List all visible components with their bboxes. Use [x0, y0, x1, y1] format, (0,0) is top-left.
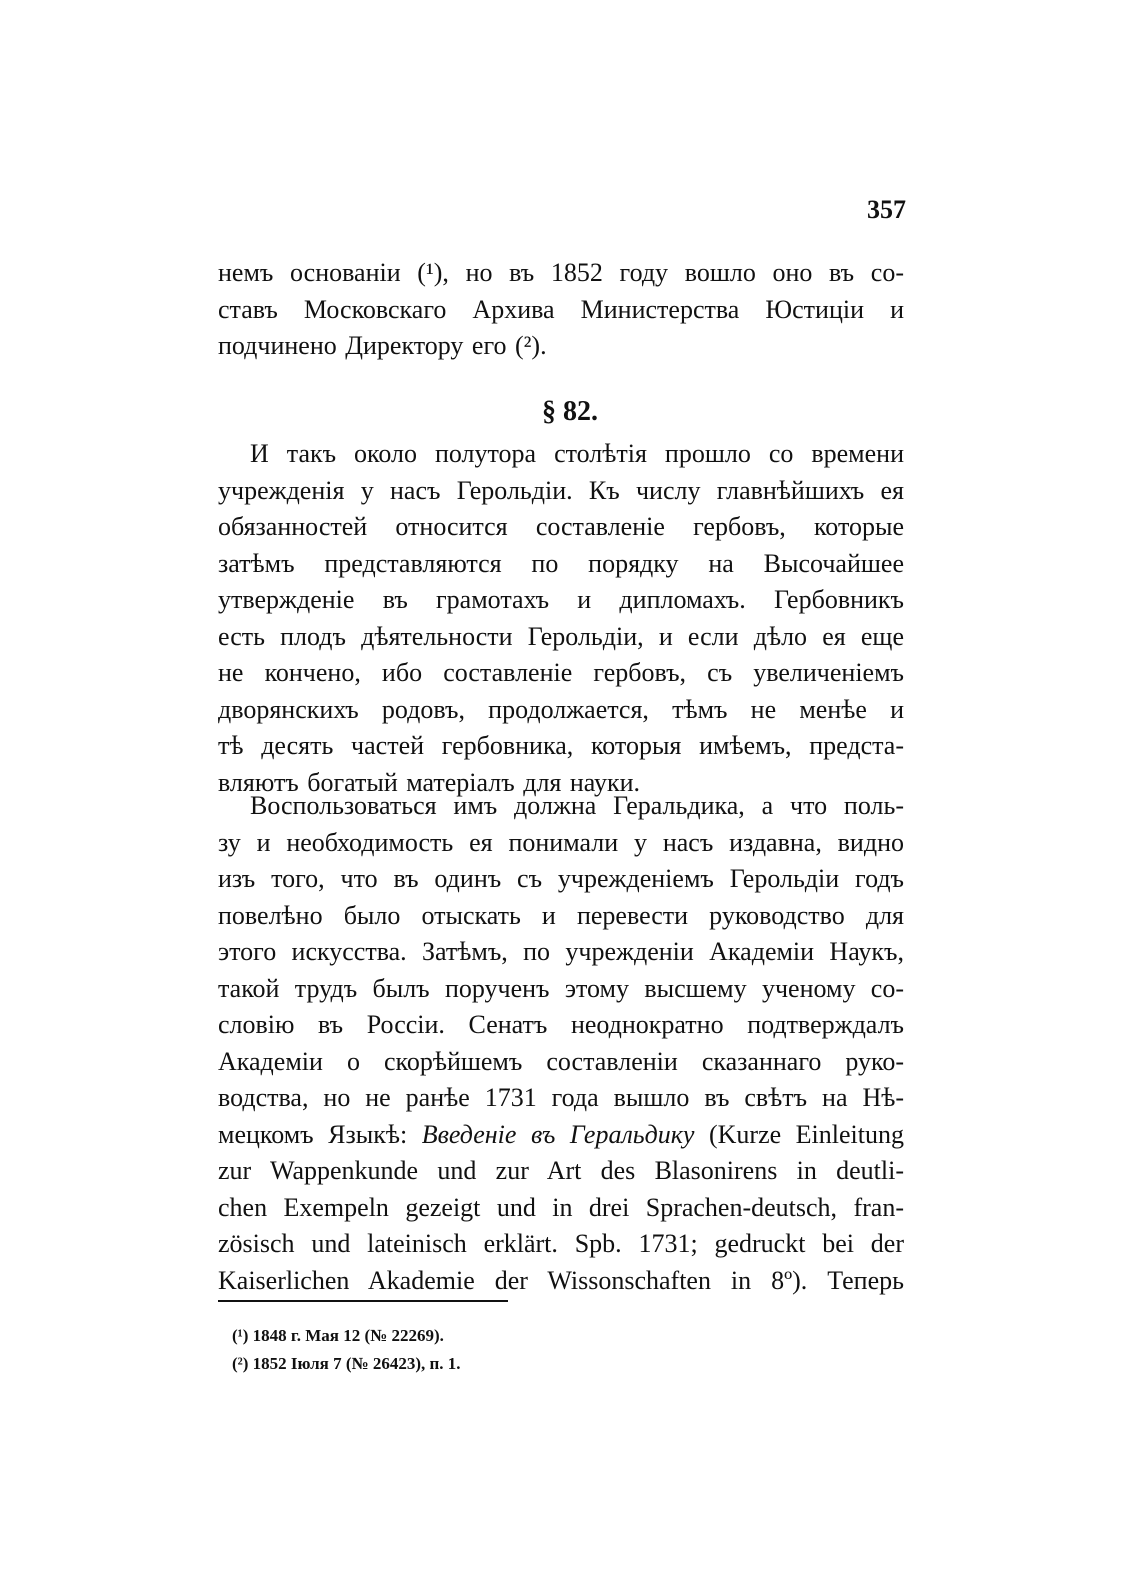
section-heading: § 82.: [542, 396, 598, 427]
text-line: не кончено, ибо составленіе гербовъ, съ увеличеніемъ: [218, 658, 904, 687]
text-line: этого искусства. Затѣмъ, по учрежденіи Академіи Наукъ,: [218, 937, 904, 966]
text-line: учрежденія у насъ Герольдіи. Къ числу главнѣйшихъ ея: [218, 475, 904, 505]
footnote-divider: [218, 1300, 508, 1302]
text-line: такой трудъ былъ порученъ этому высшему ученому со-: [218, 973, 904, 1003]
footnotes: [232, 1322, 461, 1378]
text-line: изъ того, что въ одинъ съ учрежденіемъ Герольдіи годъ: [218, 864, 904, 893]
text-line: утвержденіе въ грамотахъ и дипломахъ. Гербовникъ: [218, 585, 904, 614]
page-number: 357: [867, 195, 906, 224]
text-line: chen Exempeln gezeigt und in drei Sprachen-deutsch, fran-: [218, 1192, 904, 1222]
footnote-2: (²) 1852 Іюля 7 (№ 26423), п. 1.: [232, 1354, 461, 1373]
text-line: вляютъ богатый матеріалъ для науки.: [218, 767, 641, 797]
text-line: тѣ десять частей гербовника, которыя имѣемъ, предста-: [218, 731, 904, 760]
text-line: подчинено Директору его (²).: [218, 331, 547, 360]
text-line: обязанностей относится составленіе гербовъ, которые: [218, 512, 904, 541]
text-line: затѣмъ представляются по порядку на Высочайшее: [218, 548, 904, 578]
text-line: zur Wappenkunde und zur Art des Blasonirens in deutli-: [218, 1156, 904, 1185]
text-line: Воспользоваться имъ должна Геральдика, а что поль-: [250, 791, 904, 820]
text-line: зу и необходимость ея понимали у насъ издавна, видно: [218, 827, 904, 857]
text-line: повелѣно было отыскать и перевести руководство для: [218, 900, 904, 930]
text-line: дворянскихъ родовъ, продолжается, тѣмъ не менѣе и: [218, 694, 904, 724]
book-title: Введеніе въ Геральдику: [421, 1119, 695, 1149]
text-line: Академіи о скорѣйшемъ составленіи сказаннаго руко-: [218, 1046, 904, 1076]
text-line: И такъ около полутора столѣтія прошло со времени: [250, 439, 904, 468]
text-segment: (Kurze Einleitung: [694, 1119, 904, 1149]
text-line: немъ основаніи (¹), но въ 1852 году вошло оно въ со-: [218, 258, 904, 287]
footnote-1: (¹) 1848 г. Мая 12 (№ 22269).: [232, 1326, 444, 1345]
text-line: есть плодъ дѣятельности Герольдіи, и если дѣло ея еще: [218, 621, 904, 651]
text-segment: мецкомъ Языкѣ:: [218, 1119, 422, 1149]
text-line: Kaiserlichen Akademie der Wissonschaften in 8º). Теперь: [218, 1265, 904, 1295]
text-line: словію въ Россіи. Сенатъ неоднократно подтверждалъ: [218, 1010, 904, 1039]
text-line: zösisch und lateinisch erklärt. Spb. 1731; gedruckt bei der: [218, 1229, 904, 1258]
intro-paragraph: [218, 255, 904, 365]
text-line-with-title: [218, 1117, 904, 1154]
paragraph-2: [218, 788, 904, 1299]
text-line: ставъ Московскаго Архива Министерства Юстиціи и: [218, 294, 904, 324]
paragraph-1: [218, 436, 904, 801]
text-line: водства, но не ранѣе 1731 года вышло въ свѣтъ на Нѣ-: [218, 1083, 904, 1112]
